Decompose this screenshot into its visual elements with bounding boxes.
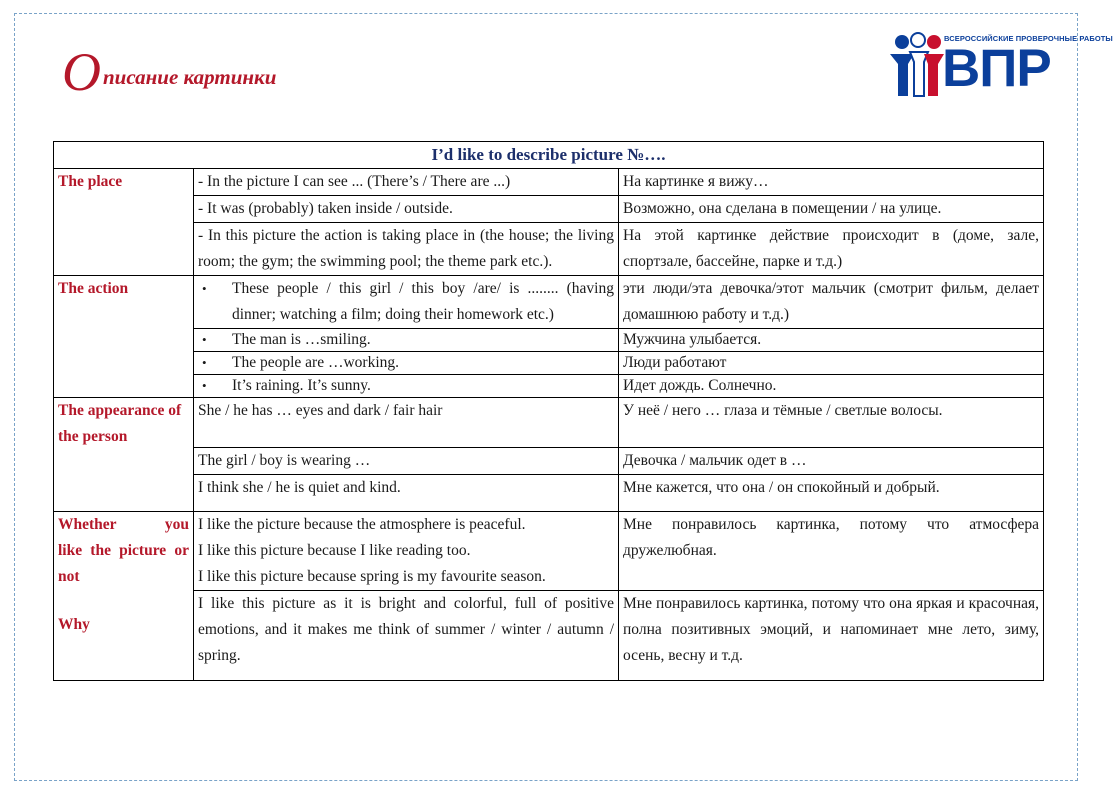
bullet-icon: • [202,332,207,347]
table-heading-row [54,142,1044,169]
phrase-en-cell [194,276,619,329]
table-row [54,352,1044,375]
phrase-en: I like this picture because I like reading too. [198,542,471,559]
phrase-ru: Мне понравилось картинка, потому что атмосфера дружелюбная. [619,512,1044,591]
phrase-en: It’s raining. It’s sunny. [232,377,371,394]
phrase-en: The man is …smiling. [232,331,371,348]
table-row [54,475,1044,512]
logo-wordmark: ВПР [942,39,1051,98]
phrase-ru: Девочка / мальчик одет в … [619,448,1044,475]
phrase-en-cell [194,375,619,398]
phrase-ru: Идет дождь. Солнечно. [619,375,1044,398]
phrase-en: - It was (probably) taken inside / outside. [194,196,619,223]
table-heading: I’d like to describe picture №…. [54,142,1044,169]
phrase-en: - In this picture the action is taking place in (the house; the living room; the gym; the swimming pool; the theme park etc.). [194,223,619,276]
table-row [54,329,1044,352]
title-text: писание картинки [103,65,277,89]
phrase-en: I think she / he is quiet and kind. [194,475,619,512]
opinion-label-rest: like the picture or not [58,542,189,585]
phrase-en: I like this picture because spring is my favourite season. [198,568,546,585]
opinion-label-word: you [164,516,189,533]
section-label-place: The place [54,169,194,276]
table-row [54,512,1044,591]
table-row [54,223,1044,276]
logo-figures-icon [890,33,944,96]
phrase-en: I like this picture as it is bright and colorful, full of positive emotions, and it makes me think of summer / winter / autumn / spring. [194,591,619,681]
table-row [54,398,1044,448]
title-initial: О [62,42,101,102]
phrase-en: She / he has … eyes and dark / fair hair [194,398,619,448]
opinion-label-word: Whether [58,516,117,533]
bullet-icon: • [202,355,207,370]
section-label-appearance: The appearance of the person [54,398,194,512]
page-title [62,36,277,102]
phrase-ru: Возможно, она сделана в помещении / на улице. [619,196,1044,223]
phrase-ru: У неё / него … глаза и тёмные / светлые волосы. [619,398,1044,448]
phrase-en: The girl / boy is wearing … [194,448,619,475]
phrase-ru: Мне кажется, что она / он спокойный и добрый. [619,475,1044,512]
phrase-ru: Мужчина улыбается. [619,329,1044,352]
phrase-en-cell [194,329,619,352]
bullet-icon: • [202,378,207,393]
section-label-opinion [54,512,194,681]
table-row [54,448,1044,475]
table-row [54,375,1044,398]
phrase-ru: Люди работают [619,352,1044,375]
phrases-table [53,141,1044,681]
phrase-en-cell [194,352,619,375]
table-row [54,276,1044,329]
phrase-en: I like the picture because the atmosphere is peaceful. [198,516,526,533]
phrase-en: These people / this girl / this boy /are/ is ........ (having dinner; watching a film; doing their homework etc.) [232,280,614,323]
table-row [54,591,1044,681]
phrase-ru: На картинке я вижу… [619,169,1044,196]
logo-caption: ВСЕРОССИЙСКИЕ ПРОВЕРОЧНЫЕ РАБОТЫ [944,34,1113,43]
phrase-en: The people are …working. [232,354,399,371]
section-label-why: Why [58,616,90,633]
phrase-en-cell [194,512,619,591]
table-row [54,196,1044,223]
section-label-action: The action [54,276,194,398]
phrase-ru: На этой картинке действие происходит в (доме, зале, спортзале, бассейне, парке и т.д.) [619,223,1044,276]
phrase-ru: Мне понравилось картинка, потому что она яркая и красочная, полна позитивных эмоций, и напоминает мне лето, зиму, осень, весну и т.д. [619,591,1044,681]
table-row [54,169,1044,196]
phrase-ru: эти люди/эта девочка/этот мальчик (смотрит фильм, делает домашнюю работу и т.д.) [619,276,1044,329]
phrase-en: - In the picture I can see ... (There’s / There are ...) [194,169,619,196]
bullet-icon: • [202,281,207,296]
